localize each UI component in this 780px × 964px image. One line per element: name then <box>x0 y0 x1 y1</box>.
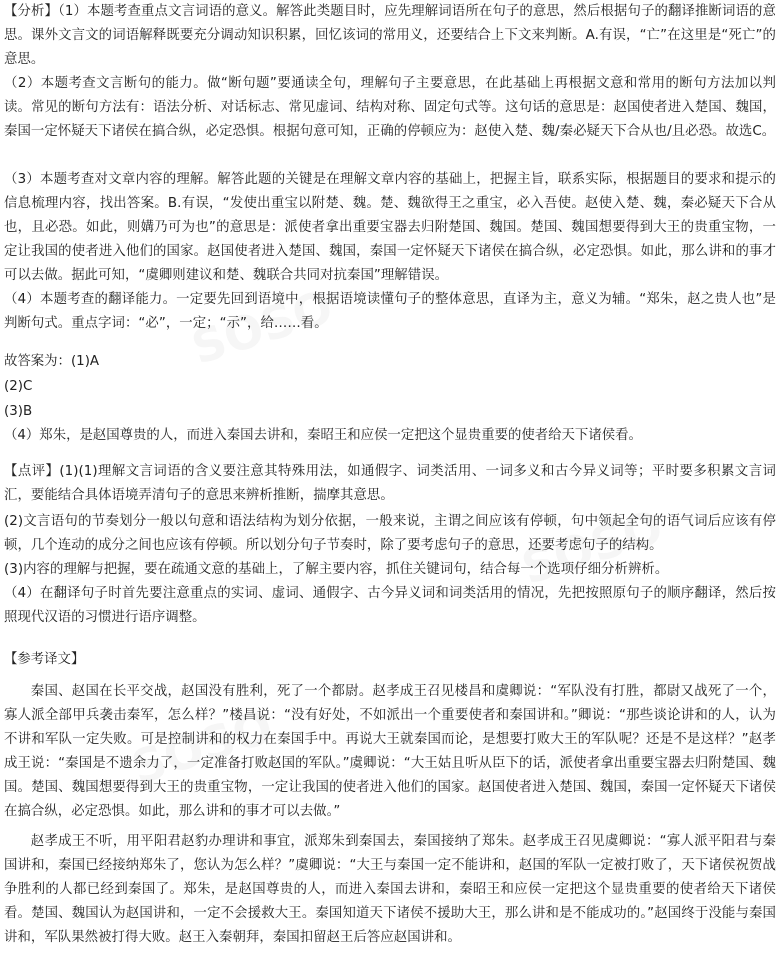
comment-paragraph-4: （4）在翻译句子时首先要注意重点的实词、虚词、通假字、古今异义词和词类活用的情况，先把按照原句子的顺序翻译，然后按照现代汉语的习惯进行语序调整。 <box>4 586 776 625</box>
answer-2: (2)C <box>4 379 33 394</box>
analysis-paragraph-2: （2）本题考查文言断句的能力。做“断句题”要通读全句，理解句子主要意思，在此基础上再根据文意和常用的断句方法加以判读。常见的断句方法有：语法分析、对话标志、常见虚词、结构对称、固定句式等。这句话的意思是：赵国使者进入楚国、魏国，秦国一定怀疑天下诸侯在搞合纵，必定恐惧。根据句意可知，正确的停顿应为：赵使入楚、魏/秦必疑天下合从也/且必恐。故选C。 <box>4 76 776 139</box>
translation-paragraph-2: 赵孝成王不听，用平阳君赵豹办理讲和事宜，派郑朱到秦国去，秦国接纳了郑朱。赵孝成王召见虞卿说：“寡人派平阳君与秦国讲和，秦国已经接纳郑朱了，您认为怎么样？”虞卿说：“大王与秦国一定不能讲和，赵国的军队一定被打败了，天下诸侯祝贺战争胜利的人都已经到秦国了。郑朱，是赵国尊贵的人，而进入秦国去讲和，秦昭王和应侯一定把这个显贵重要的使者给天下诸侯看。楚国、魏国认为赵国讲和，一定不会援救大王。秦国知道天下诸侯不援助大王，那么讲和是不能成功的。”赵国终于没能与秦国讲和，军队果然被打得大败。赵王入秦朝拜，秦国扣留赵王后答应赵国讲和。 <box>4 834 776 945</box>
analysis-paragraph-3: （3）本题考查对文章内容的理解。解答此题的关键是在理解文章内容的基础上，把握主旨，联系实际，根据题目的要求和提示的信息梳理内容，找出答案。B.有误，“发使出重宝以附楚、魏。楚、魏欲得王之重宝，必入吾使。赵使入楚、魏，秦必疑天下合从也，且必恐。如此，则媾乃可为也”的意思是：派使者拿出重要宝器去归附楚国、魏国。楚国、魏国想要得到大王的贵重宝物，一定让我国的使者进入他们的国家。赵国使者进入楚国、魏国，秦国一定怀疑天下诸侯在搞合纵，必定恐惧。如此，那么讲和的事才可以去做。据此可知，“虞卿则建议和楚、魏联合共同对抗秦国”理解错误。 <box>4 172 776 283</box>
answer-3: (3)B <box>4 404 33 419</box>
analysis-paragraph-4: （4）本题考查的翻译能力。一定要先回到语境中，根据语境读懂句子的整体意思，直译为主，意义为辅。“郑朱，赵之贵人也”是判断句式。重点字词：“必”，一定；“示”，给……看。 <box>4 292 776 331</box>
answer-intro: 故答案为：(1)A <box>4 354 100 369</box>
analysis-paragraph-1: 【分析】（1）本题考查重点文言词语的意义。解答此类题目时，应先理解词语所在句子的意思，然后根据句子的翻译推断词语的意思。课外文言文的词语解释既要充分调动知识积累，回忆该词的常用义，还要结合上下文来判断。A.有误，“亡”在这里是“死亡”的意思。 <box>4 4 776 67</box>
answer-4: （4）郑朱，是赵国尊贵的人，而进入秦国去讲和，秦昭王和应侯一定把这个显贵重要的使者给天下诸侯看。 <box>4 428 642 443</box>
comment-paragraph-1: 【点评】(1)(1)理解文言词语的含义要注意其特殊用法，如通假字、词类活用、一词多义和古今异义词等；平时要多积累文言词汇，要能结合具体语境弄清句子的意思来辨析推断，揣摩其意思。 <box>4 464 776 503</box>
comment-paragraph-3: (3)内容的理解与把握，要在疏通文意的基础上，了解主要内容，抓住关键词句，结合每一个选项仔细分析辨析。 <box>4 562 669 577</box>
translation-heading: 【参考译文】 <box>4 652 85 667</box>
comment-paragraph-2: (2)文言语句的节奏划分一般以句意和语法结构为划分依据，一般来说，主谓之间应该有停顿，句中领起全句的语气词后应该有停顿，几个连动的成分之间也应该有停顿。所以划分句子节奏时，除了要考虑句子的意思，还要考虑句子的结构。 <box>4 514 776 553</box>
translation-paragraph-1: 秦国、赵国在长平交战，赵国没有胜利，死了一个都尉。赵孝成王召见楼昌和虞卿说：“军队没有打胜，都尉又战死了一个，寡人派全部甲兵袭击秦军，怎么样？”楼昌说：“没有好处，不如派出一个重要使者和秦国讲和。”卿说：“那些谈论讲和的人，认为不讲和军队一定失败。可是控制讲和的权力在秦国手中。再说大王就秦国而论，是想要打败大王的军队呢？还是不是这样？”赵孝成王说：“秦国是不遗余力了，一定准备打败赵国的军队。”虞卿说：“大王姑且听从臣下的话，派使者拿出重要宝器去归附楚国、魏国。楚国、魏国想要得到大王的贵重宝物，一定让我国的使者进入他们的国家。赵国使者进入楚国、魏国，秦国一定怀疑天下诸侯在搞合纵，必定恐惧。如此，那么讲和的事才可以去做。” <box>4 684 776 819</box>
